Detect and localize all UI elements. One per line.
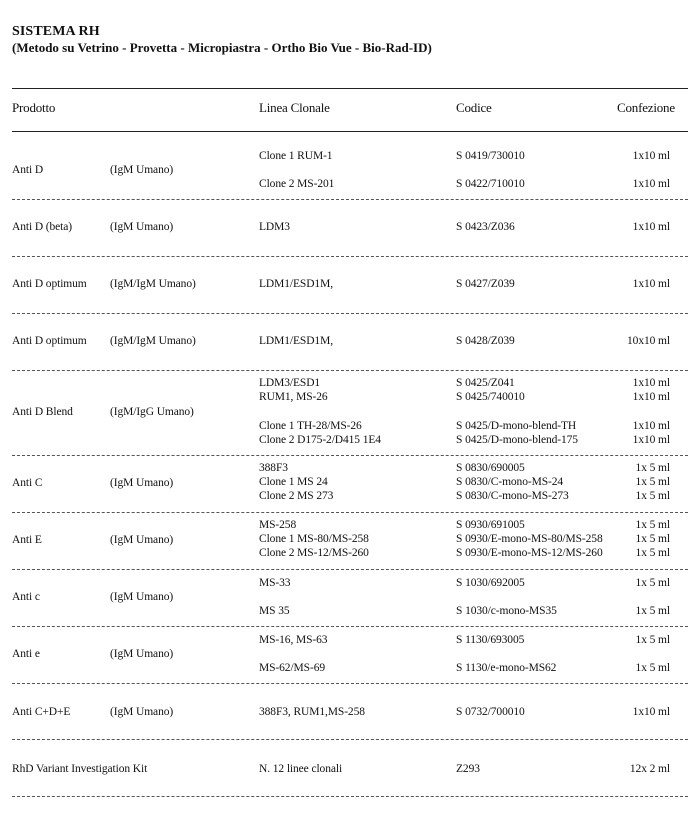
product-code: S 0425/Z041	[456, 377, 515, 389]
clonal-line: Clone 2 MS-201	[259, 178, 335, 190]
package-size: 1x 5 ml	[635, 662, 670, 674]
product-type: (IgM Umano)	[110, 164, 174, 176]
product-code: S 0428/Z039	[456, 335, 515, 347]
clonal-line: Clone 1 RUM-1	[259, 150, 333, 162]
clonal-line: LDM3	[259, 221, 290, 233]
clonal-line: MS-62/MS-69	[259, 662, 325, 674]
clonal-line: 388F3	[259, 462, 288, 474]
package-size: 1x 5 ml	[635, 462, 670, 474]
product-name: RhD Variant Investigation Kit	[12, 763, 148, 775]
product-code: S 0732/700010	[456, 706, 525, 718]
package-size: 1x 5 ml	[635, 490, 670, 502]
header-codice: Codice	[456, 100, 492, 115]
product-code: S 0425/D-mono-blend-175	[456, 434, 578, 446]
product-name: Anti C	[12, 477, 43, 489]
product-name: Anti c	[12, 591, 40, 603]
product-type: (IgM/IgG Umano)	[110, 406, 194, 418]
product-code: Z293	[456, 763, 480, 775]
row-separator	[12, 796, 688, 797]
clonal-line: Clone 2 D175-2/D415 1E4	[259, 434, 381, 446]
package-size: 1x 5 ml	[635, 547, 670, 559]
row-separator	[12, 626, 688, 627]
clonal-line: Clone 1 MS-80/MS-258	[259, 533, 369, 545]
product-code: S 1130/e-mono-MS62	[456, 662, 557, 674]
product-code: S 0830/C-mono-MS-273	[456, 490, 569, 502]
product-type: (IgM Umano)	[110, 534, 174, 546]
package-size: 1x10 ml	[632, 377, 670, 389]
product-code: S 0425/D-mono-blend-TH	[456, 420, 577, 432]
clonal-line: MS-33	[259, 577, 291, 589]
row-separator	[12, 512, 688, 513]
clonal-line: 388F3, RUM1,MS-258	[259, 706, 365, 718]
row-separator	[12, 370, 688, 371]
product-code: S 0930/E-mono-MS-12/MS-260	[456, 547, 603, 559]
clonal-line: RUM1, MS-26	[259, 391, 328, 403]
clonal-line: Clone 2 MS 273	[259, 490, 334, 502]
product-name: Anti D optimum	[12, 335, 87, 347]
package-size: 1x10 ml	[632, 178, 670, 190]
clonal-line: N. 12 linee clonali	[259, 763, 343, 775]
product-code: S 0419/730010	[456, 150, 525, 162]
product-name: Anti E	[12, 534, 42, 546]
product-type: (IgM/IgM Umano)	[110, 278, 196, 290]
package-size: 12x 2 ml	[629, 763, 670, 775]
package-size: 1x 5 ml	[635, 577, 670, 589]
package-size: 1x10 ml	[632, 420, 670, 432]
product-code: S 1130/693005	[456, 634, 525, 646]
row-separator	[12, 455, 688, 456]
package-size: 1x 5 ml	[635, 605, 670, 617]
product-code: S 1030/692005	[456, 577, 525, 589]
document-subtitle: (Metodo su Vetrino - Provetta - Micropiastra - Ortho Bio Vue - Bio-Rad-ID)	[12, 40, 432, 55]
row-separator	[12, 199, 688, 200]
package-size: 1x 5 ml	[635, 519, 670, 531]
package-size: 1x10 ml	[632, 150, 670, 162]
package-size: 10x10 ml	[627, 335, 670, 347]
product-type: (IgM Umano)	[110, 591, 174, 603]
product-code: S 0427/Z039	[456, 278, 515, 290]
clonal-line: MS 35	[259, 605, 290, 617]
product-type: (IgM/IgM Umano)	[110, 335, 196, 347]
product-name: Anti D (beta)	[12, 221, 73, 233]
clonal-line: MS-258	[259, 519, 297, 531]
product-name: Anti D	[12, 164, 44, 176]
clonal-line: MS-16, MS-63	[259, 634, 328, 646]
product-type: (IgM Umano)	[110, 477, 174, 489]
clonal-line: Clone 1 MS 24	[259, 476, 328, 488]
product-code: S 0830/690005	[456, 462, 525, 474]
product-name: Anti e	[12, 648, 40, 660]
product-name: Anti C+D+E	[12, 706, 71, 718]
document-title: SISTEMA RH	[12, 24, 100, 39]
package-size: 1x 5 ml	[635, 634, 670, 646]
package-size: 1x10 ml	[632, 391, 670, 403]
package-size: 1x10 ml	[632, 706, 670, 718]
product-name: Anti D Blend	[12, 406, 73, 418]
package-size: 1x10 ml	[632, 434, 670, 446]
product-type: (IgM Umano)	[110, 221, 174, 233]
clonal-line: Clone 1 TH-28/MS-26	[259, 420, 362, 432]
clonal-line: Clone 2 MS-12/MS-260	[259, 547, 369, 559]
row-separator	[12, 313, 688, 314]
header-confezione: Confezione	[617, 100, 675, 115]
row-separator	[12, 569, 688, 570]
header-top-rule	[12, 88, 688, 89]
clonal-line: LDM3/ESD1	[259, 377, 321, 389]
row-separator	[12, 739, 688, 740]
product-type: (IgM Umano)	[110, 706, 174, 718]
product-code: S 0423/Z036	[456, 221, 515, 233]
row-separator	[12, 683, 688, 684]
package-size: 1x 5 ml	[635, 533, 670, 545]
row-separator	[12, 256, 688, 257]
product-code: S 0930/691005	[456, 519, 525, 531]
clonal-line: LDM1/ESD1M,	[259, 278, 333, 290]
header-bottom-rule	[12, 131, 688, 132]
header-linea-clonale: Linea Clonale	[259, 100, 330, 115]
product-code: S 0830/C-mono-MS-24	[456, 476, 564, 488]
product-code: S 0422/710010	[456, 178, 525, 190]
product-code: S 0930/E-mono-MS-80/MS-258	[456, 533, 603, 545]
package-size: 1x10 ml	[632, 221, 670, 233]
clonal-line: LDM1/ESD1M,	[259, 335, 333, 347]
product-code: S 1030/c-mono-MS35	[456, 605, 557, 617]
product-type: (IgM Umano)	[110, 648, 174, 660]
header-prodotto: Prodotto	[12, 100, 56, 115]
product-name: Anti D optimum	[12, 278, 87, 290]
package-size: 1x10 ml	[632, 278, 670, 290]
package-size: 1x 5 ml	[635, 476, 670, 488]
product-code: S 0425/740010	[456, 391, 525, 403]
